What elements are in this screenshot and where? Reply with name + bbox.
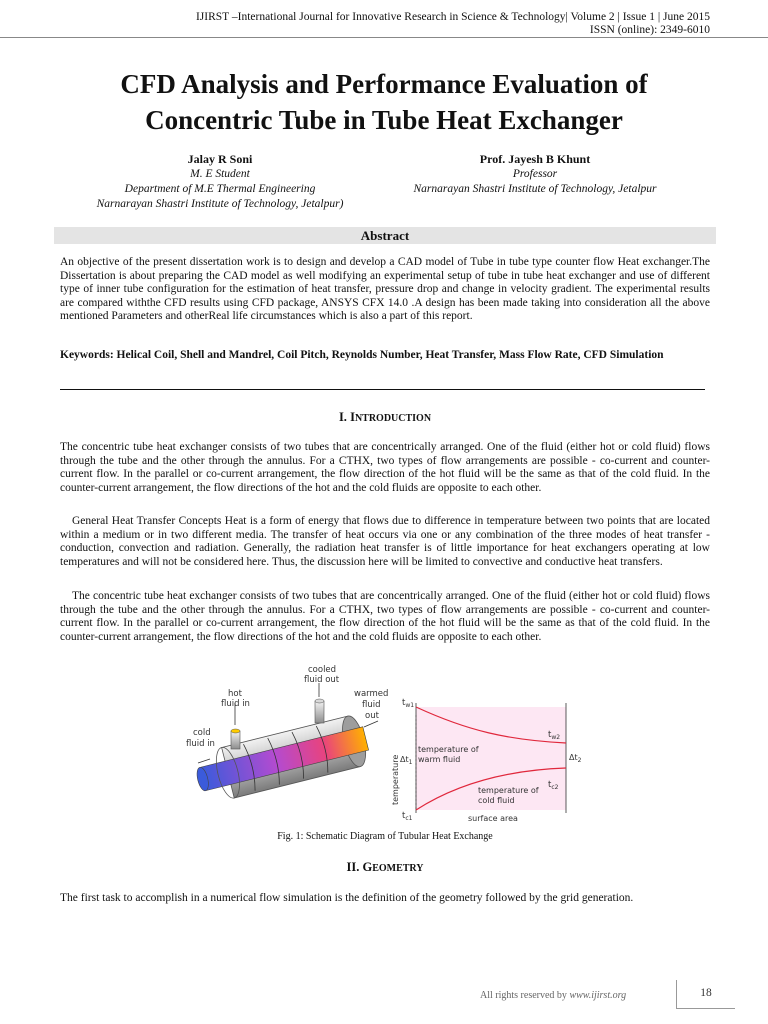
paper-title [40,66,728,138]
label-cold-line1: temperature of [478,786,539,795]
label-warm-line1: temperature of [418,745,479,754]
label-tc2: $t_{c2}$ [548,780,559,791]
hot-inlet-cap [231,729,240,733]
cold-in-arrow [198,759,210,763]
intro-paragraph-3: The concentric tube heat exchanger consists of two tubes that are concentrically arranged. One of the fluid (either hot or cold fluid) flows through the tube and the other through the annulus. For a CTHX, two types of flow arrangements are possible - co-current and counter-current flow. In the parallel or co-current arrangement, the flow direction of the hot fluid will be the same as that of the cold fluid. In the counter-current arrangement, the flow directions of the hot and the cold fluids are opposite to each other. [60,590,710,643]
journal-header [60,11,710,37]
label-tc1: $t_{c1}$ [402,811,413,822]
heat-exchanger-figure [178,663,590,823]
label-warm-line2: warm fluid [418,755,461,764]
page-number: 18 [676,980,735,1009]
tube-schematic [186,665,388,805]
footer-prefix: All rights reserved by [480,990,570,1001]
warm-out-arrow [364,721,378,727]
label-cold: cold [193,728,211,738]
label-tw2: $t_{w2}$ [548,730,561,741]
x-axis-label: surface area [468,814,518,823]
journal-header-issn: ISSN (online): 2349-6010 [589,24,710,36]
label-cooled: cooled [308,665,337,675]
label-cold-fluid-in: fluid in [186,739,215,749]
label-hot-fluid-in: fluid in [221,699,250,709]
abstract-heading: Abstract [54,227,716,244]
intro-paragraph-2: General Heat Transfer Concepts Heat is a form of energy that flows due to difference in temperature between two points that are located within a medium or in two different media. The transfer of heat occurs via one or any combination of the three modes of heat transfer - conduction, convection and radiation. Generally, the radiation heat transfer is of little importance for heat exchangers operating at low temperatures and will not be considered here. Thus, the discussion here will be limited to convective and conductive heat transfers. [60,515,710,568]
author-block-1 [60,152,380,212]
label-warmed-out: out [365,711,379,721]
section-title-initial: G [362,860,373,874]
intro-paragraph-1: The concentric tube heat exchanger consists of two tubes that are concentrically arranged. One of the fluid (either hot or cold fluid) flows through the tube and the other through the annulus. For a CTHX, two types of flow arrangements are possible - co-current and counter-current flow. In the parallel or co-current arrangement, the flow direction of the hot fluid will be the same as that of the cold fluid. In the counter-current arrangement, the flow directions of the hot and the cold fluids are opposite to each other. [60,441,710,494]
author-block-2 [380,152,690,197]
label-delta-t2: $\Delta t_2$ [569,753,582,764]
journal-header-line1: IJIRST –International Journal for Innovative Research in Science & Technology| Volume 2 | Issue 1 | June 2015 [195,11,710,23]
author-department: Department of M.E Thermal Engineering [124,183,316,195]
cold-outlet-cap [315,699,324,703]
keywords: Keywords: Helical Coil, Shell and Mandrel, Coil Pitch, Reynolds Number, Heat Transfer, Mass Flow Rate, CFD Simulation [60,349,664,361]
y-axis-label: temperature [391,754,400,805]
label-delta-t1: $\Delta t_1$ [400,755,413,766]
hot-inlet-nozzle [231,731,240,749]
abstract-divider [60,389,705,390]
label-hot: hot [228,689,242,699]
figure-caption: Fig. 1: Schematic Diagram of Tubular Heat Exchange [277,831,493,842]
section-heading-introduction [60,410,710,425]
author-role: Professor [512,168,558,180]
section-number: I. [338,410,347,424]
author-name: Prof. Jayesh B Khunt [479,152,591,166]
section-title-rest: NTRODUCTION [354,413,432,424]
paper-title-line2: Concentric Tube in Tube Heat Exchanger [145,105,623,135]
footer-site-link[interactable]: www.ijirst.org [569,990,627,1001]
author-name: Jalay R Soni [187,152,253,166]
section-heading-geometry [60,860,710,875]
abstract-body: An objective of the present dissertation work is to design and develop a CAD model of Tube in tube type counter flow Heat exchanger.The Dissertation is about preparing the CAD model as well modifying an experimental setup of tube in tube heat exchanger and use of different type of inner tube configuration for the estimation of heat transfer, pressure drop and change in velocity gradient. The experimental results are compared withthe CFD results using CFD package, ANSYS CFX 14.0 .A design has been made taking into consideration all the above mentioned Parameters and otherReal life circumstances which is also a part of this report. [60,256,710,323]
label-cold-line2: cold fluid [478,796,515,805]
footer-rights [480,990,626,1001]
section-title-initial: I [350,410,355,424]
label-warmed: warmed [354,689,389,699]
geometry-paragraph: The first task to accomplish in a numerical flow simulation is the definition of the geometry followed by the grid generation. [60,892,634,904]
label-warmed-fluid: fluid [362,700,381,710]
author-institute: Narnarayan Shastri Institute of Technology, Jetalpur) [96,198,344,210]
header-divider [0,37,768,38]
cold-outlet-nozzle [315,701,324,723]
temperature-plot [391,698,582,823]
section-number: II. [346,860,360,874]
label-cooled-fluid-out: fluid out [304,675,340,685]
author-role: M. E Student [190,168,250,180]
label-tw1: $t_{w1}$ [402,698,415,709]
paper-title-line1: CFD Analysis and Performance Evaluation of [120,69,648,99]
section-title-rest: EOMETRY [372,863,424,874]
author-institute: Narnarayan Shastri Institute of Technology, Jetalpur [413,183,657,195]
